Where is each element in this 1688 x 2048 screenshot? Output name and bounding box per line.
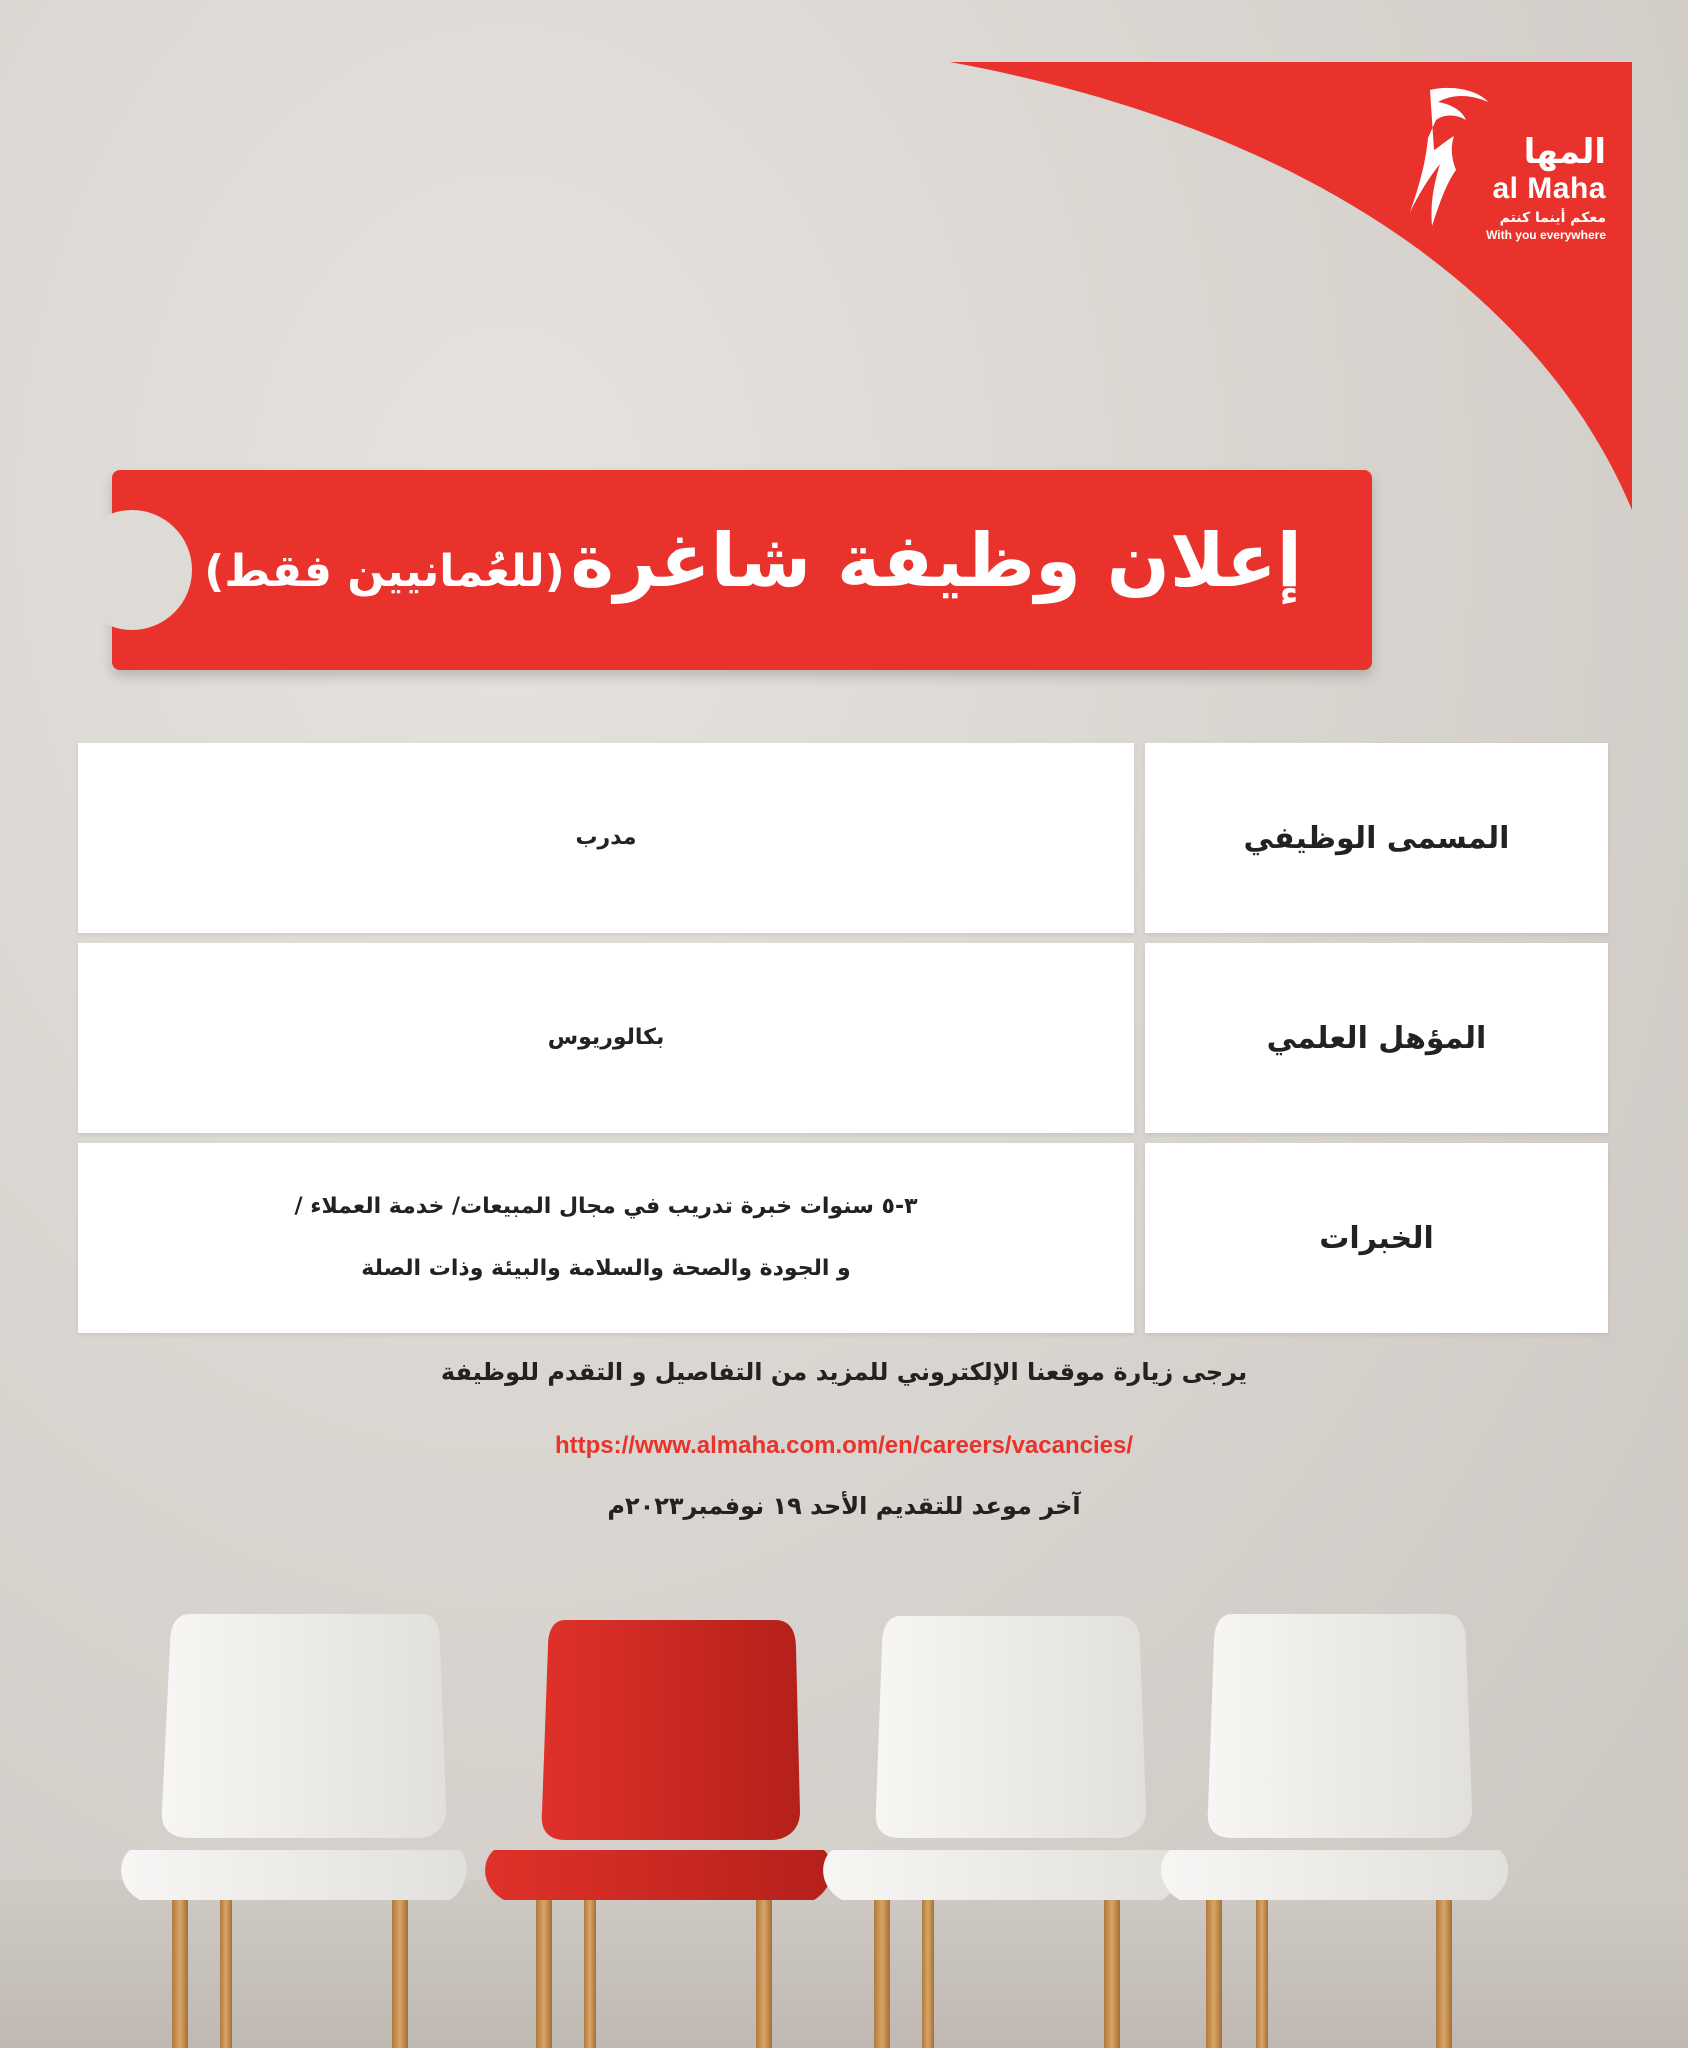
title-sub: (للعُمانيين فقط) bbox=[204, 546, 565, 597]
row-label: المسمى الوظيفي bbox=[1145, 743, 1608, 933]
brand-name-en: al Maha bbox=[1492, 172, 1606, 205]
gazelle-icon bbox=[1400, 80, 1490, 230]
brand-name-ar: المها bbox=[1523, 132, 1606, 172]
table-row bbox=[78, 1143, 1608, 1333]
title-main: إعلان وظيفة شاغرة bbox=[570, 518, 1302, 604]
value-line: مدرب bbox=[575, 825, 637, 850]
careers-link[interactable]: https://www.almaha.com.om/en/careers/vacancies/ bbox=[554, 1432, 1133, 1459]
value-line: و الجودة والصحة والسلامة والبيئة وذات الصلة bbox=[361, 1256, 851, 1281]
value-line: ٣-٥ سنوات خبرة تدريب في مجال المبيعات/ خدمة العملاء / bbox=[294, 1194, 918, 1219]
brand-tagline-en: With you everywhere bbox=[1486, 228, 1606, 242]
value-line: بكالوريوس bbox=[547, 1025, 665, 1050]
visit-website-text: يرجى زيارة موقعنا الإلكتروني للمزيد من التفاصيل و التقدم للوظيفة bbox=[440, 1358, 1248, 1386]
chair-red bbox=[485, 1620, 832, 2048]
chair-white bbox=[823, 1616, 1180, 2048]
row-value bbox=[78, 1143, 1134, 1333]
page-title bbox=[204, 518, 1302, 604]
row-label: المؤهل العلمي bbox=[1145, 943, 1608, 1133]
title-banner bbox=[112, 470, 1372, 670]
deadline-text: آخر موعد للتقديم الأحد ١٩ نوفمبر٢٠٢٣م bbox=[607, 1492, 1081, 1520]
banner-notch bbox=[72, 510, 192, 630]
table-row bbox=[78, 743, 1608, 933]
row-value bbox=[78, 743, 1134, 933]
row-label: الخبرات bbox=[1145, 1143, 1608, 1333]
chair-white bbox=[1161, 1614, 1508, 2048]
table-row bbox=[78, 943, 1608, 1133]
chair-white bbox=[121, 1614, 466, 2048]
brand-tagline-ar: معكم أينما كنتم bbox=[1499, 210, 1606, 226]
brand-logo bbox=[1400, 80, 1620, 250]
row-value bbox=[78, 943, 1134, 1133]
chairs-illustration bbox=[0, 1600, 1688, 2048]
